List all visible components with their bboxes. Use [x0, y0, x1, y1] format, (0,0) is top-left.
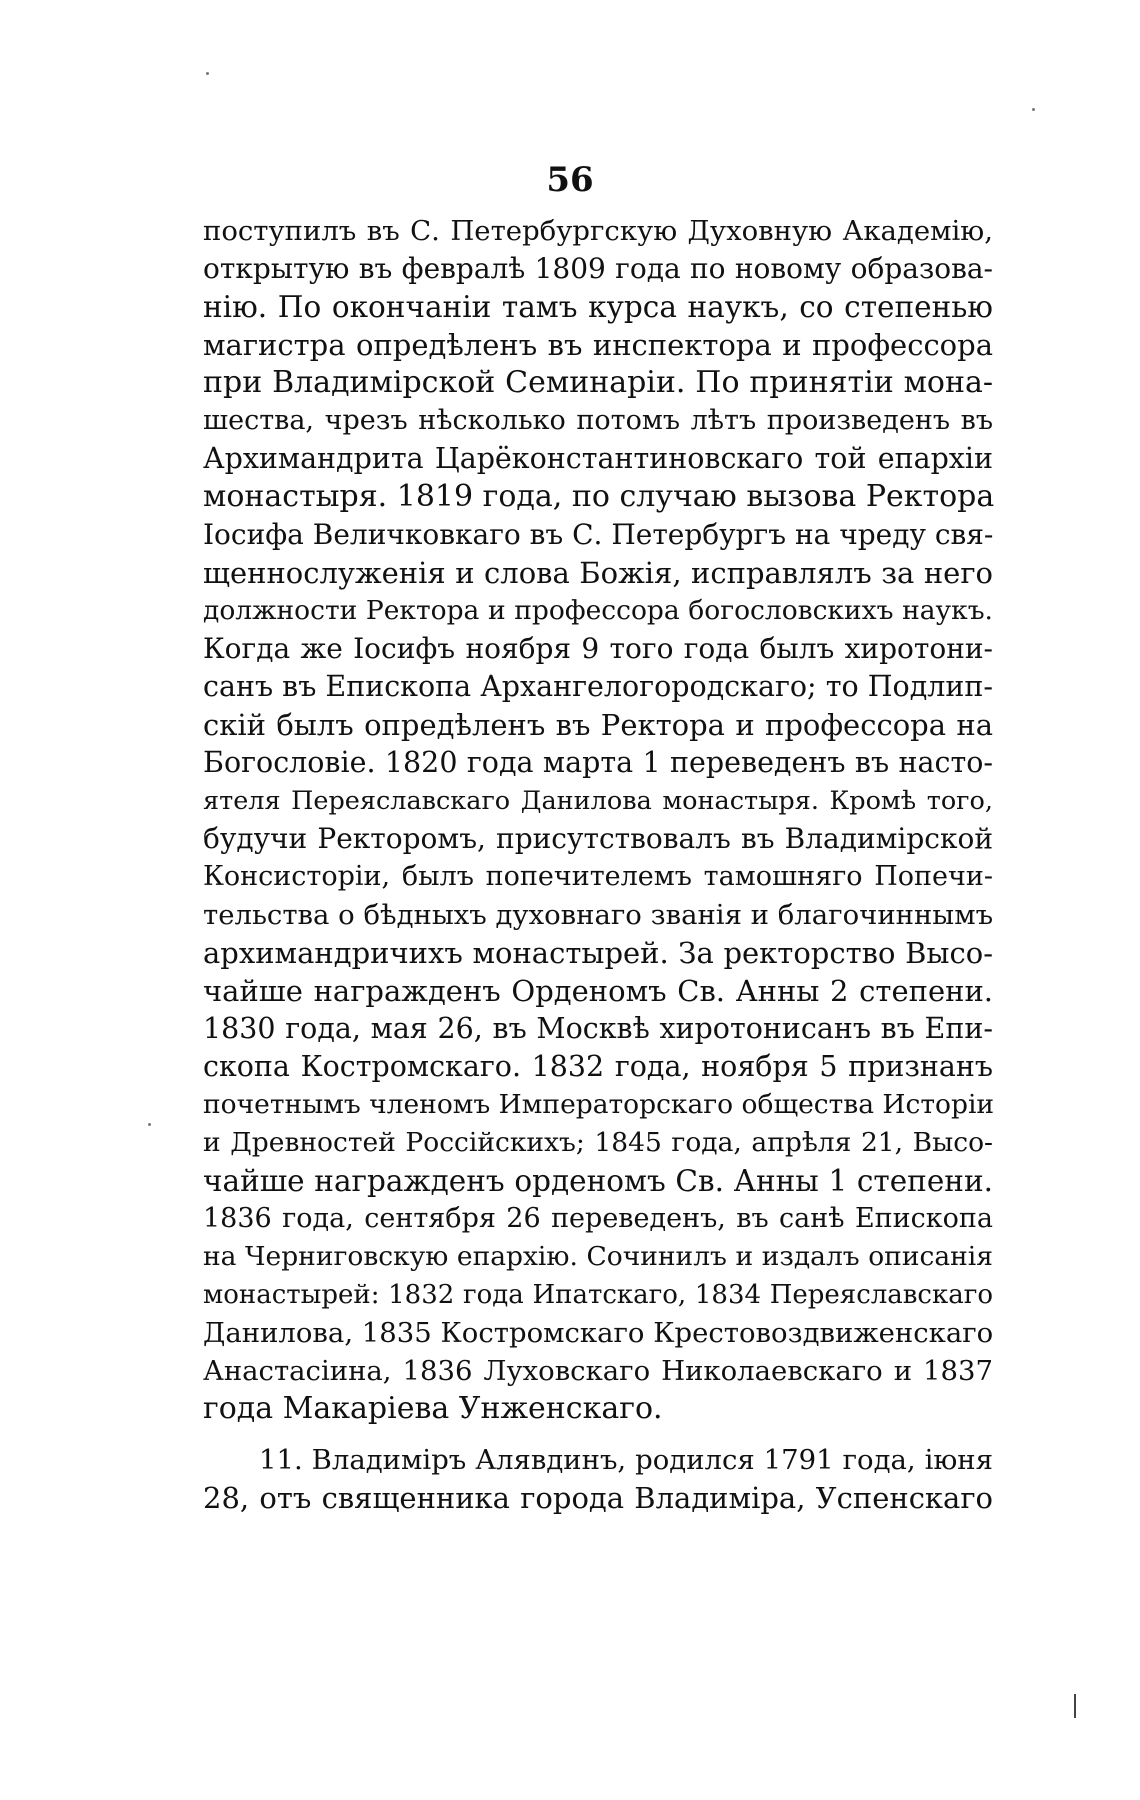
text-line: открытую въ февралѣ 1809 года по новому образова- [203, 252, 993, 285]
text-line: нію. По окончаніи тамъ курса наукъ, со степенью [203, 290, 993, 324]
text-line: поступилъ въ С. Петербургскую Духовную Академію, [203, 215, 993, 247]
text-line: Данилова, 1835 Костромскаго Крестовоздвиженскаго [203, 1317, 994, 1349]
text-line: Іосифа Величковкаго въ С. Петербургъ на чреду свя- [203, 518, 994, 551]
text-line: монастыря. 1819 года, по случаю вызова Ректора [203, 479, 995, 514]
text-line: на Черниговскую епархію. Сочинилъ и издалъ описанія [203, 1241, 993, 1272]
paragraph-gap [203, 1428, 993, 1441]
text-line: чайше награжденъ Орденомъ Св. Анны 2 степени. [203, 974, 993, 1008]
text-line: должности Ректора и профессора богословскихъ наукъ. [203, 595, 993, 626]
text-line: шества, чрезъ нѣсколько потомъ лѣтъ произведенъ въ [203, 405, 993, 436]
paragraph [203, 212, 993, 1428]
text-line: Анастасіина, 1836 Луховскаго Николаевскаго и 1837 [203, 1355, 993, 1387]
text-line: санъ въ Епископа Архангелогородскаго; то Подлип- [203, 670, 993, 703]
text-line: и Древностей Россійскихъ; 1845 года, апрѣля 21, Высо- [203, 1127, 993, 1158]
body-text [203, 212, 993, 1517]
text-line: магистра опредѣленъ въ инспектора и профессора [203, 328, 993, 362]
text-line: при Владимірской Семинаріи. По принятіи мона- [203, 365, 993, 400]
text-line: 1836 года, сентября 26 переведенъ, въ санѣ Епископа [203, 1203, 993, 1234]
scan-edge-mark [1074, 1694, 1076, 1718]
text-line: 11. Владиміръ Алявдинъ, родился 1791 года, іюня [259, 1444, 993, 1476]
scan-speck [206, 72, 209, 75]
text-line: Архимандрита Царёконстантиновскаго той епархіи [203, 442, 993, 475]
text-line: скопа Костромскаго. 1832 года, ноября 5 признанъ [203, 1050, 993, 1083]
text-line: чайше награжденъ орденомъ Св. Анны 1 степени. [203, 1164, 993, 1198]
text-line: Когда же Іосифъ ноября 9 того года былъ хиротони- [203, 632, 993, 665]
text-line: монастырей: 1832 года Ипатскаго, 1834 Переяславскаго [203, 1280, 993, 1310]
page-number: 56 [546, 160, 594, 200]
text-line: архимандричихъ монастырей. За ректорство Высо- [203, 936, 993, 970]
text-line: почетнымъ членомъ Императорскаго общества Исторіи [203, 1089, 995, 1120]
paragraph [203, 1441, 993, 1517]
text-line: тельства о бѣдныхъ духовнаго званія и благочиннымъ [203, 899, 994, 931]
text-line: 1830 года, мая 26, въ Москвѣ хиротонисанъ въ Епи- [203, 1012, 993, 1045]
text-line: 28, отъ священника города Владиміра, Успенскаго [203, 1481, 993, 1515]
scan-speck [148, 1123, 151, 1126]
text-line: скій былъ опредѣленъ въ Ректора и профессора на [203, 708, 993, 742]
text-line: Богословіе. 1820 года марта 1 переведенъ въ насто- [203, 746, 993, 779]
text-line: щеннослуженія и слова Божія, исправлялъ за него [203, 556, 993, 590]
scan-speck [1032, 108, 1035, 111]
text-line: Консисторіи, былъ попечителемъ тамошняго Попечи- [203, 861, 993, 892]
text-line: года Макаріева Унженскаго. [203, 1391, 663, 1426]
text-line: ятеля Переяславскаго Данилова монастыря. Кромѣ того, [203, 786, 993, 816]
text-line: будучи Ректоромъ, присутствовалъ въ Владимірской [203, 822, 993, 855]
